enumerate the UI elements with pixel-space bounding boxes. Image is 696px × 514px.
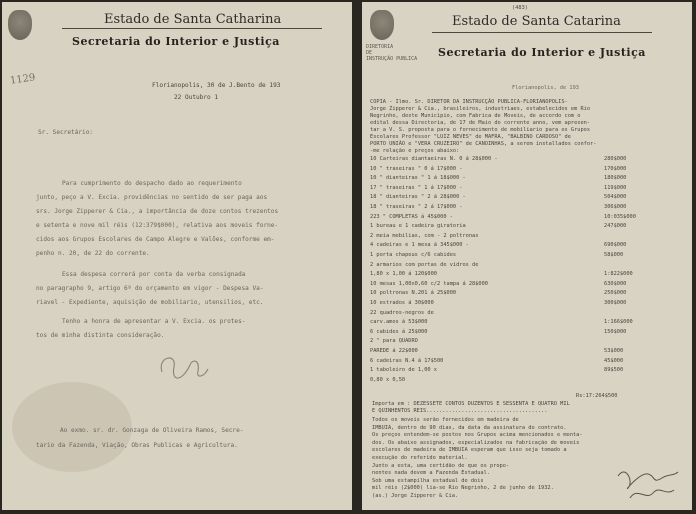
item-line: PAREDE á 22$000 bbox=[370, 348, 418, 354]
body-line: cidos aos Grupos Escolares de Campo Alegre e Valões, conforme em- bbox=[36, 236, 275, 243]
state-heading: Estado de Santa Catarina bbox=[452, 14, 621, 29]
item-amount: 89$500 bbox=[604, 367, 624, 374]
item-amount: 53$000 bbox=[604, 348, 624, 354]
intro-line: -me relação e preços abaixo: bbox=[370, 148, 460, 154]
item-line: 223 " COMPLETAS á 45$000 - bbox=[370, 213, 453, 220]
closing-line: IMBUIA, dentro de 90 dias, da data da assinatura do contrato. bbox=[372, 424, 567, 431]
closing-line: Sob uma estampilha estadual de dois bbox=[372, 477, 484, 484]
handwritten-signature bbox=[152, 347, 212, 387]
closing-line: (as.) Jorge Zipperer & Cia. bbox=[372, 493, 459, 499]
state-crest-icon bbox=[370, 10, 394, 40]
item-line: 10 estrados á 30$000 bbox=[370, 300, 434, 306]
body-line: tos de minha distinta consideração. bbox=[36, 332, 165, 339]
state-crest-icon bbox=[8, 10, 32, 40]
item-amount: 150$000 bbox=[604, 328, 627, 335]
item-line: 0,80 x 0,50 bbox=[370, 376, 406, 383]
body-line: Essa despesa correrá por conta da verba consignada bbox=[62, 271, 246, 278]
header-rule bbox=[62, 28, 322, 29]
item-amount: 280$000 bbox=[604, 156, 627, 162]
salutation: Sr. Secretário: bbox=[38, 129, 94, 136]
header-rule bbox=[432, 32, 652, 33]
handwritten-signature bbox=[612, 462, 684, 506]
item-line: carv.amos á 53$000 bbox=[370, 319, 428, 326]
closing-line: escolares de madeira de IMBUIA esperam que isso seja tomado a bbox=[372, 447, 567, 454]
item-amount: 1:822$000 bbox=[604, 271, 633, 278]
item-line: 10 " traseiras " 0 á 17$000 - bbox=[370, 165, 463, 172]
item-amount: 1:166$000 bbox=[604, 319, 633, 326]
item-line: 10 " dianteiras " 1 á 18$000 - bbox=[370, 175, 466, 182]
intro-line: COPIA - Ilmo. Sr. DIRETOR DA INSTRUCÇÃO PUBLICA-FLORIANOPOLIS- bbox=[370, 99, 568, 105]
item-amount: 690$000 bbox=[604, 242, 627, 249]
item-line: 2 " para QUADRO bbox=[370, 338, 418, 345]
item-amount: 119$000 bbox=[604, 184, 627, 191]
intro-line: edital dessa Directoria, de 17 de Maio do corrente anno, vem apresen- bbox=[370, 120, 591, 126]
item-amount: 58$000 bbox=[604, 252, 624, 258]
item-line: 1 porta chapeus c/6 cabides bbox=[370, 252, 457, 258]
closing-line: mil réis (2$000) lia-se Rio Negrinho, 2 de junho de 1932. bbox=[372, 485, 554, 492]
body-line: Tenho a honra de apresentar a V. Excia. os protes- bbox=[62, 318, 246, 325]
top-stamp: (483) bbox=[512, 5, 528, 11]
date-line: Florianopolis, 30 de J.Bento de 193 bbox=[152, 82, 281, 89]
intro-line: tar a V. S. proposta para o fornecimento de mobiliario para os Grupos bbox=[370, 127, 591, 133]
intro-line: Negrinho, deste Municipio, com Fabrica de Moveis, de accordo com o bbox=[370, 113, 581, 119]
addressee-line: tario da Fazenda, Viação, Obras Publicas e Agricultura. bbox=[36, 442, 238, 449]
item-line: 4 cadeiras e 1 mesa á 345$000 - bbox=[370, 242, 469, 249]
item-amount: 306$000 bbox=[604, 204, 627, 210]
item-line: 6 cabides á 25$000 bbox=[370, 328, 428, 335]
left-document-page bbox=[2, 2, 352, 510]
item-line: 10 Carteiras diantaeiras N. 0 á 28$000 - bbox=[370, 156, 498, 162]
closing-line: nentes nada devem a Fazenda Estadual. bbox=[372, 470, 490, 477]
closing-line: Todos os moveis serão fornecidos em madeira de bbox=[372, 417, 519, 423]
item-amount: 170$000 bbox=[604, 165, 627, 172]
body-line: penho n. 20, de 22 do corrente. bbox=[36, 250, 150, 257]
body-line: riavel - Expediente, aquisição de mobiliario, utensilios, etc. bbox=[36, 299, 264, 306]
item-line: 10 mesas 1,00x0,60 c/2 tampa á 28$000 bbox=[370, 280, 488, 287]
item-line: 2 armarios com portas de vidros de bbox=[370, 261, 479, 268]
item-amount: 180$000 bbox=[604, 175, 627, 182]
total-amount: Rs:17:264$500 bbox=[576, 393, 618, 399]
body-line: srs. Jorge Zipperer & Cia., a importância de doze contos trezentos bbox=[36, 208, 279, 215]
side-label: DIRETORIA DE INSTRUÇÃO PUBLICA bbox=[366, 44, 418, 62]
secretariat-heading: Secretaria do Interior e Justiça bbox=[438, 46, 646, 59]
intro-line: PORTO UNIÃO e "VERA CRUZEIRO" de CANOINHAS, a serem installados confor- bbox=[370, 141, 597, 147]
item-line: 18 " dianteiras " 2 á 28$000 - bbox=[370, 194, 466, 201]
importa-line: E QUINHENTOS REIS...................................... bbox=[372, 408, 548, 414]
item-amount: 250$000 bbox=[604, 290, 627, 297]
closing-line: execução do referido material. bbox=[372, 455, 468, 461]
item-amount: 45$000 bbox=[604, 357, 624, 364]
item-line: 6 cadeiras N.4 á 17$500 bbox=[370, 357, 444, 364]
right-document-page bbox=[362, 2, 692, 510]
body-line: no paragrapho 9, artigo 6º do orçamento em vigor - Despesa Va- bbox=[36, 285, 264, 292]
date-line: Florianopolis, de 193 bbox=[512, 85, 579, 91]
intro-line: Escolares Professor "LUIZ NEVES" de MAFRA, "BALBINO CARDOSO" de bbox=[370, 134, 571, 140]
item-amount: 504$000 bbox=[604, 194, 627, 201]
date-line-2: 22 Outubro 1 bbox=[174, 94, 219, 101]
closing-line: dos. Os abaixo assignados, especializados na fabricação de moveis bbox=[372, 439, 580, 446]
item-line: 1,80 x 1,00 á 120$000 bbox=[370, 271, 437, 278]
item-amount: 10:035$000 bbox=[604, 213, 636, 220]
margin-note: 1129 bbox=[9, 72, 37, 87]
closing-line: Junto a esta, uma certidão de que os propo- bbox=[372, 462, 510, 469]
item-line: 22 quadros-negros de bbox=[370, 309, 434, 316]
state-heading: Estado de Santa Catharina bbox=[104, 12, 282, 27]
item-line: 2 meia mobilias, com - 2 poltronas bbox=[370, 232, 479, 239]
item-amount: 300$000 bbox=[604, 300, 627, 306]
item-line: 1 bureau e 1 cadeira giratoria bbox=[370, 223, 466, 230]
item-line: 10 poltronas N.201 á 25$000 bbox=[370, 290, 457, 297]
body-line: junto, peço a V. Excia. providências no sentido de ser paga aos bbox=[36, 194, 268, 201]
closing-line: Os preços entendem-se postos nos Grupos acima mencionados e monta- bbox=[372, 432, 583, 439]
secretariat-heading: Secretaria do Interior e Justiça bbox=[72, 35, 280, 48]
item-line: 1 taboleiro de 1,00 x bbox=[370, 367, 437, 374]
item-amount: 630$000 bbox=[604, 280, 627, 287]
item-amount: 247$000 bbox=[604, 223, 627, 230]
body-line: e setenta e nove mil réis (12:379$000), relativa aos moveis forne- bbox=[36, 222, 279, 229]
body-line: Para cumprimento do despacho dado ao requerimento bbox=[62, 180, 242, 187]
intro-line: Jorge Zipperer & Cia., brasileiros, industriaes, estabelecidos em Rio bbox=[370, 106, 591, 112]
importa-line: Importa em : DEZESSETE CONTOS DUZENTOS E SESSENTA E QUATRO MIL bbox=[372, 401, 570, 407]
item-line: 18 " traseiras " 2 á 17$000 - bbox=[370, 204, 463, 210]
addressee-line: Ao exmo. sr. dr. Gonzaga de Oliveira Ramos, Secre- bbox=[60, 427, 244, 434]
item-line: 17 " traseiras " 1 á 17$000 - bbox=[370, 184, 463, 191]
